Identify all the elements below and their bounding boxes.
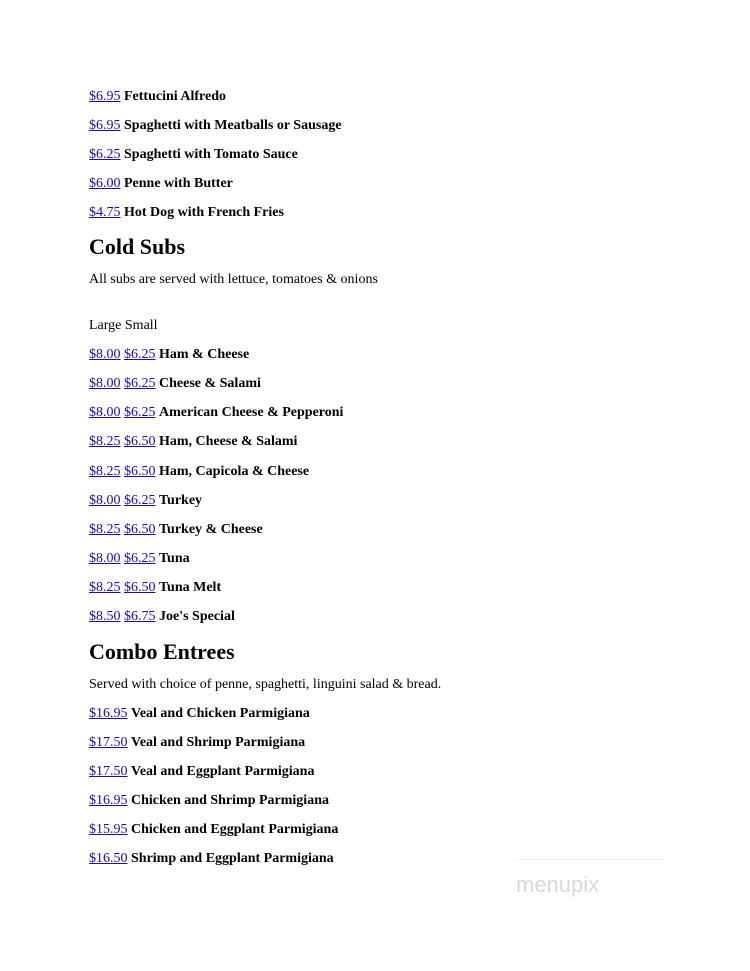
item-name: Turkey & Cheese — [159, 522, 263, 537]
large-price-link[interactable]: $8.00 — [89, 376, 121, 391]
item-name: Ham, Capicola & Cheese — [159, 464, 310, 479]
menu-item — [89, 792, 329, 810]
large-price-link[interactable]: $8.00 — [89, 405, 121, 420]
menu-item — [89, 821, 338, 839]
menu-item — [89, 734, 305, 752]
large-price-link[interactable]: $8.00 — [89, 551, 121, 566]
item-name: Cheese & Salami — [159, 376, 261, 391]
price-link[interactable]: $6.00 — [89, 176, 121, 191]
small-price-link[interactable]: $6.50 — [124, 434, 156, 449]
price-link[interactable]: $17.50 — [89, 735, 128, 750]
item-name: Hot Dog with French Fries — [124, 205, 284, 220]
menu-item — [89, 404, 343, 422]
menu-item — [89, 521, 263, 539]
small-price-link[interactable]: $6.25 — [124, 405, 156, 420]
price-link[interactable]: $17.50 — [89, 764, 128, 779]
item-name: Veal and Shrimp Parmigiana — [131, 735, 306, 750]
item-name: Fettucini Alfredo — [124, 89, 227, 104]
item-name: Spaghetti with Meatballs or Sausage — [124, 118, 342, 133]
section-note: All subs are served with lettuce, tomatoes & onions — [89, 272, 378, 287]
large-price-link[interactable]: $8.25 — [89, 434, 121, 449]
large-price-link[interactable]: $8.50 — [89, 609, 121, 624]
small-price-link[interactable]: $6.25 — [124, 551, 156, 566]
large-price-link[interactable]: $8.25 — [89, 522, 121, 537]
item-name: Ham & Cheese — [159, 347, 250, 362]
item-name: Veal and Eggplant Parmigiana — [131, 764, 315, 779]
item-name: Tuna — [159, 551, 190, 566]
section-note: Served with choice of penne, spaghetti, linguini salad & bread. — [89, 677, 442, 692]
price-link[interactable]: $6.25 — [89, 147, 121, 162]
menu-item — [89, 117, 342, 135]
item-name: American Cheese & Pepperoni — [159, 405, 344, 420]
item-name: Chicken and Eggplant Parmigiana — [131, 822, 339, 837]
menu-item — [89, 763, 314, 781]
small-price-link[interactable]: $6.25 — [124, 347, 156, 362]
menu-item — [89, 346, 249, 364]
item-name: Chicken and Shrimp Parmigiana — [131, 793, 329, 808]
item-name: Joe's Special — [159, 609, 235, 624]
price-link[interactable]: $4.75 — [89, 205, 121, 220]
price-link[interactable]: $16.95 — [89, 706, 128, 721]
menu-item — [89, 175, 233, 193]
menu-item — [89, 579, 221, 597]
menu-item — [89, 705, 310, 723]
small-price-link[interactable]: $6.25 — [124, 493, 156, 508]
small-price-link[interactable]: $6.50 — [124, 522, 156, 537]
large-price-link[interactable]: $8.00 — [89, 347, 121, 362]
price-link[interactable]: $16.50 — [89, 851, 128, 866]
price-link[interactable]: $16.95 — [89, 793, 128, 808]
section-heading-combo-entrees: Combo Entrees — [89, 639, 235, 664]
menu-item — [89, 433, 297, 451]
price-link[interactable]: $15.95 — [89, 822, 128, 837]
price-link[interactable]: $6.95 — [89, 89, 121, 104]
large-price-link[interactable]: $8.25 — [89, 464, 121, 479]
large-price-link[interactable]: $8.25 — [89, 580, 121, 595]
item-name: Tuna Melt — [159, 580, 222, 595]
menu-item — [89, 375, 261, 393]
small-price-link[interactable]: $6.25 — [124, 376, 156, 391]
small-price-link[interactable]: $6.50 — [124, 464, 156, 479]
item-name: Spaghetti with Tomato Sauce — [124, 147, 298, 162]
large-price-link[interactable]: $8.00 — [89, 493, 121, 508]
small-price-link[interactable]: $6.50 — [124, 580, 156, 595]
size-header: Large Small — [89, 318, 158, 333]
menu-item — [89, 608, 235, 626]
menu-item — [89, 463, 309, 481]
small-price-link[interactable]: $6.75 — [124, 609, 156, 624]
menu-item — [89, 492, 202, 510]
menu-item — [89, 146, 298, 164]
watermark-logo: menupix — [516, 872, 600, 897]
menu-item — [89, 88, 226, 106]
menu-item — [89, 204, 284, 222]
price-link[interactable]: $6.95 — [89, 118, 121, 133]
item-name: Shrimp and Eggplant Parmigiana — [131, 851, 334, 866]
item-name: Veal and Chicken Parmigiana — [131, 706, 310, 721]
watermark-divider — [514, 859, 664, 860]
menu-item — [89, 850, 334, 868]
item-name: Turkey — [159, 493, 203, 508]
item-name: Penne with Butter — [124, 176, 233, 191]
menu-item — [89, 550, 190, 568]
section-heading-cold-subs: Cold Subs — [89, 234, 186, 259]
item-name: Ham, Cheese & Salami — [159, 434, 298, 449]
